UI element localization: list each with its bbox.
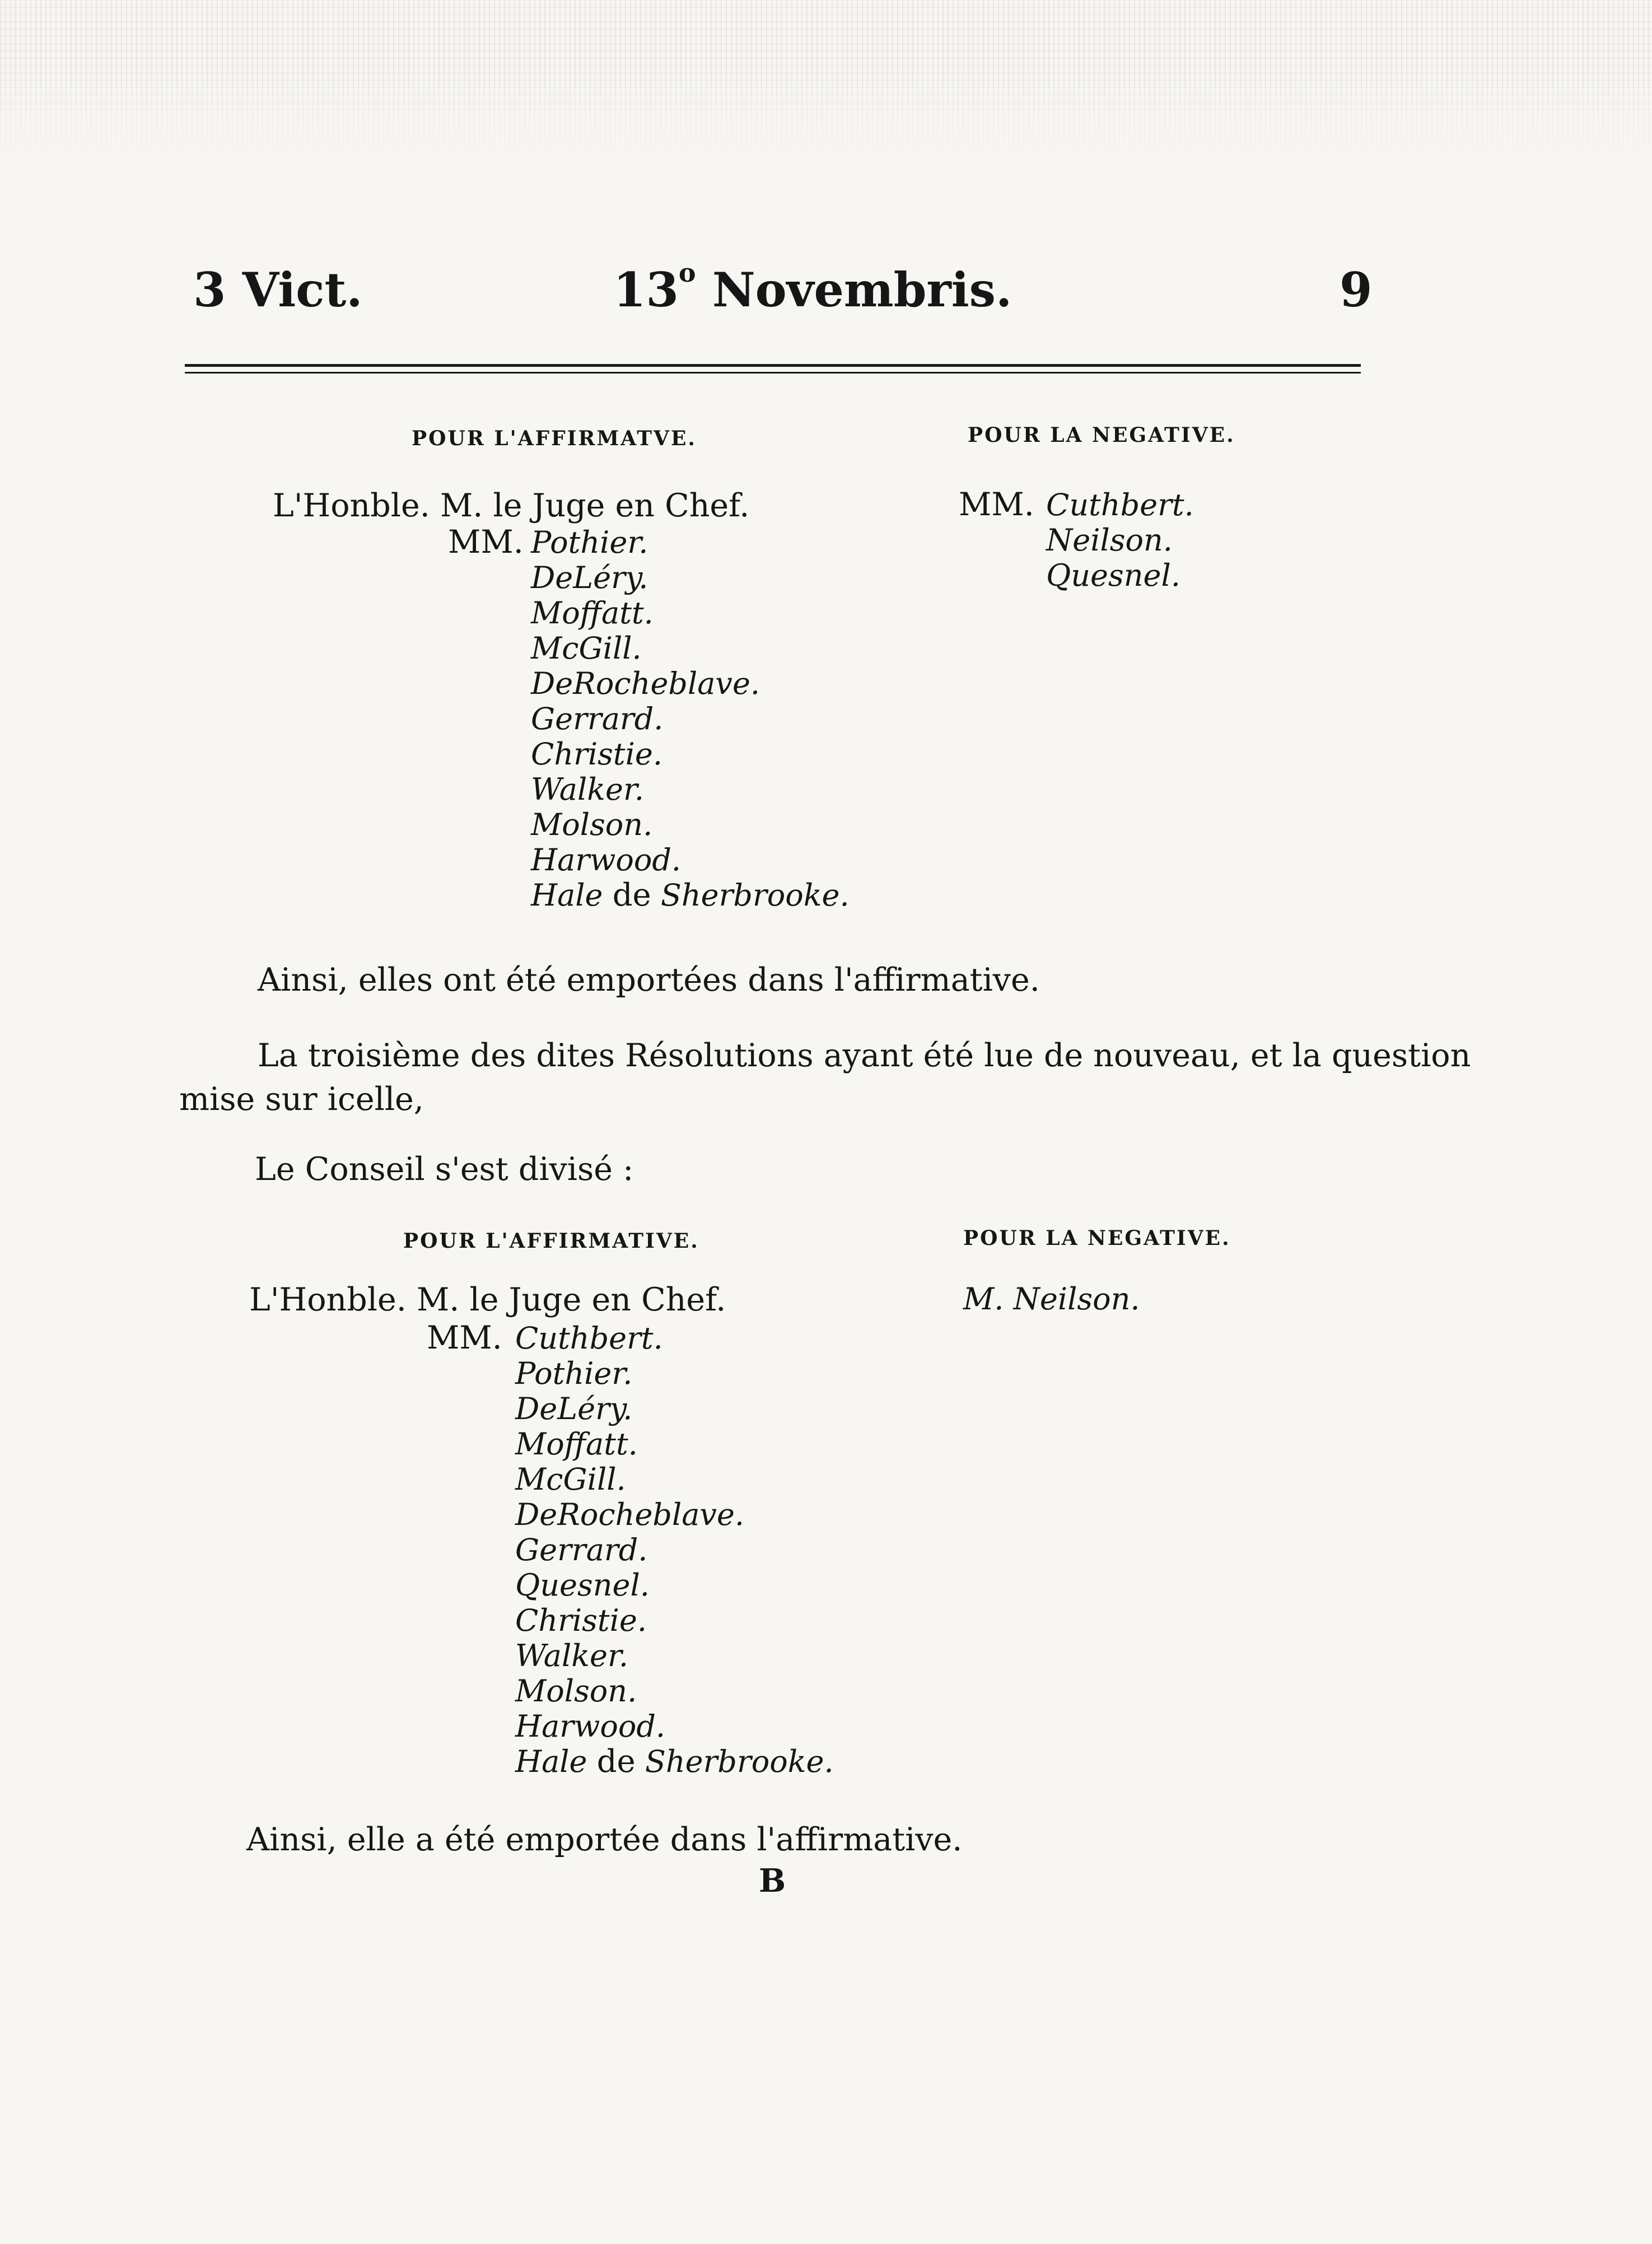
de-word: de bbox=[596, 1743, 636, 1780]
voter-name: DeRocheblave. bbox=[531, 666, 760, 701]
mm-prefix-2: MM. bbox=[427, 1319, 502, 1356]
affirmative-list-1 bbox=[531, 525, 850, 913]
regnal-year: 3 Vict. bbox=[193, 262, 363, 318]
voter-name: DeLéry. bbox=[515, 1391, 633, 1426]
date-month: Novembris. bbox=[712, 262, 1012, 318]
voter-name: Neilson. bbox=[1046, 522, 1173, 558]
negative-list-1 bbox=[1046, 487, 1194, 593]
third-resolution-line-2: mise sur icelle, bbox=[179, 1081, 424, 1118]
affirmative-list-2 bbox=[515, 1321, 834, 1779]
sherbrooke-place: Sherbrooke. bbox=[660, 878, 850, 913]
voter-name: Pothier. bbox=[531, 525, 648, 560]
voter-name: Pothier. bbox=[515, 1356, 633, 1391]
chief-justice-line-2: L'Honble. M. le Juge en Chef. bbox=[249, 1281, 726, 1318]
sherbrooke-place: Sherbrooke. bbox=[645, 1744, 834, 1779]
voter-name: Walker. bbox=[531, 772, 644, 807]
affirmative-heading-1: POUR L'AFFIRMATVE. bbox=[412, 427, 697, 450]
affirmative-heading-2: POUR L'AFFIRMATIVE. bbox=[403, 1229, 699, 1253]
voter-name: Quesnel. bbox=[515, 1567, 650, 1603]
third-resolution-line-1: La troisième des dites Résolutions ayant été lue de nouveau, et la question bbox=[258, 1037, 1471, 1074]
voter-name: Christie. bbox=[515, 1603, 647, 1638]
voter-name: Gerrard. bbox=[531, 701, 664, 736]
date-day: 13 bbox=[613, 262, 679, 318]
voter-name: McGill. bbox=[531, 631, 642, 666]
page-number: 9 bbox=[1340, 262, 1373, 318]
voter-name: DeRocheblave. bbox=[515, 1497, 745, 1532]
print-noise-band bbox=[0, 0, 1652, 168]
voter-name-hale bbox=[515, 1744, 834, 1779]
voter-name: Cuthbert. bbox=[515, 1321, 663, 1356]
result-paragraph-1: Ainsi, elles ont été emportées dans l'affirmative. bbox=[258, 962, 1040, 999]
chief-justice-line-1: L'Honble. M. le Juge en Chef. bbox=[273, 487, 750, 524]
header-rule-thin bbox=[185, 372, 1361, 374]
header-rule-thick bbox=[185, 364, 1361, 367]
de-word: de bbox=[612, 877, 651, 913]
date-ordinal: o bbox=[678, 258, 696, 288]
mm-prefix-1: MM. bbox=[448, 524, 524, 561]
voter-name: DeLéry. bbox=[531, 560, 648, 595]
voter-name: McGill. bbox=[515, 1462, 626, 1497]
result-paragraph-2: Ainsi, elle a été emportée dans l'affirmative. bbox=[246, 1821, 963, 1858]
voter-name: Harwood. bbox=[515, 1709, 666, 1744]
voter-name: Moffatt. bbox=[531, 595, 654, 631]
voter-name-hale bbox=[531, 878, 850, 913]
voter-name: Moffatt. bbox=[515, 1426, 638, 1462]
voter-name: Cuthbert. bbox=[1046, 487, 1194, 522]
hale-name: Hale bbox=[531, 878, 603, 913]
voter-name: Molson. bbox=[531, 807, 653, 842]
voter-name: Christie. bbox=[531, 736, 662, 772]
page-date bbox=[613, 258, 1012, 318]
voter-name: Harwood. bbox=[531, 842, 682, 878]
signature-mark: B bbox=[759, 1862, 786, 1900]
council-divided: Le Conseil s'est divisé : bbox=[255, 1151, 634, 1188]
mm-prefix-negative-1: MM. bbox=[959, 486, 1034, 523]
voter-name: Quesnel. bbox=[1046, 558, 1180, 593]
voter-name: Walker. bbox=[515, 1638, 628, 1673]
hale-name: Hale bbox=[515, 1744, 587, 1779]
negative-voter-2: M. Neilson. bbox=[963, 1281, 1140, 1317]
voter-name: Molson. bbox=[515, 1673, 637, 1709]
voter-name: Gerrard. bbox=[515, 1532, 648, 1567]
negative-heading-2: POUR LA NEGATIVE. bbox=[963, 1226, 1231, 1250]
negative-heading-1: POUR LA NEGATIVE. bbox=[968, 423, 1235, 447]
